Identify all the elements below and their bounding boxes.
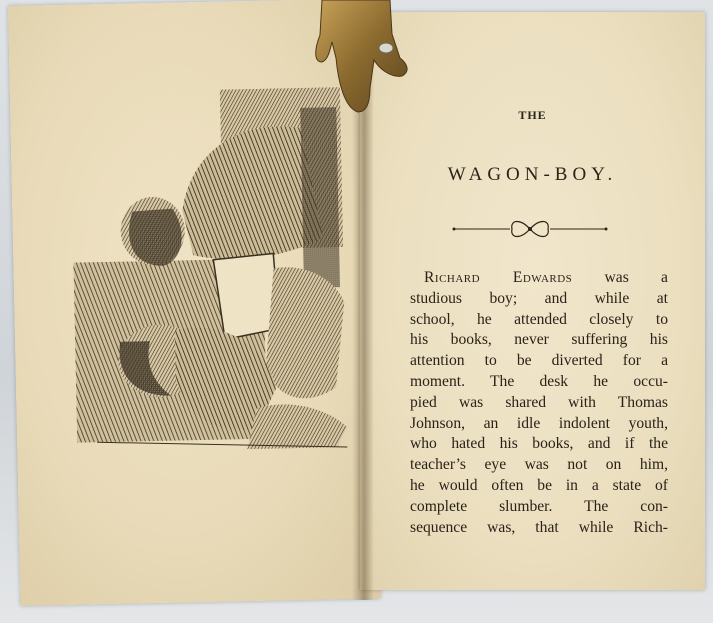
- ornament-divider-icon: [450, 216, 610, 242]
- text-line: moment. The desk he occu-: [410, 372, 668, 390]
- title-small: THE: [518, 108, 547, 122]
- text-line: complete slumber. The con-: [410, 497, 668, 515]
- text-line: [410, 268, 668, 289]
- text-line-name: Richard Edwards: [424, 269, 573, 286]
- body-text: [410, 268, 668, 538]
- page-title: WAGON-BOY.: [447, 164, 618, 185]
- text-line: Johnson, an idle indolent youth,: [410, 414, 668, 432]
- text-line-rest: was a: [572, 269, 668, 286]
- text-line: attention to be diverted for a: [410, 352, 668, 370]
- brass-hand-page-holder-icon: [300, 0, 420, 120]
- text-line: teacher’s eye was not on him,: [410, 456, 668, 474]
- text-line: who hated his books, and if the: [410, 435, 668, 453]
- text-line: he would often be in a state of: [410, 476, 668, 494]
- text-line: pied was shared with Thomas: [410, 393, 668, 411]
- text-line: studious boy; and while at: [410, 289, 668, 307]
- engraving-illustration-icon: [70, 87, 354, 465]
- text-line: sequence was, that while Rich-: [410, 518, 668, 536]
- text-line: his books, never suffering his: [410, 331, 668, 349]
- text-line: school, he attended closely to: [410, 310, 668, 328]
